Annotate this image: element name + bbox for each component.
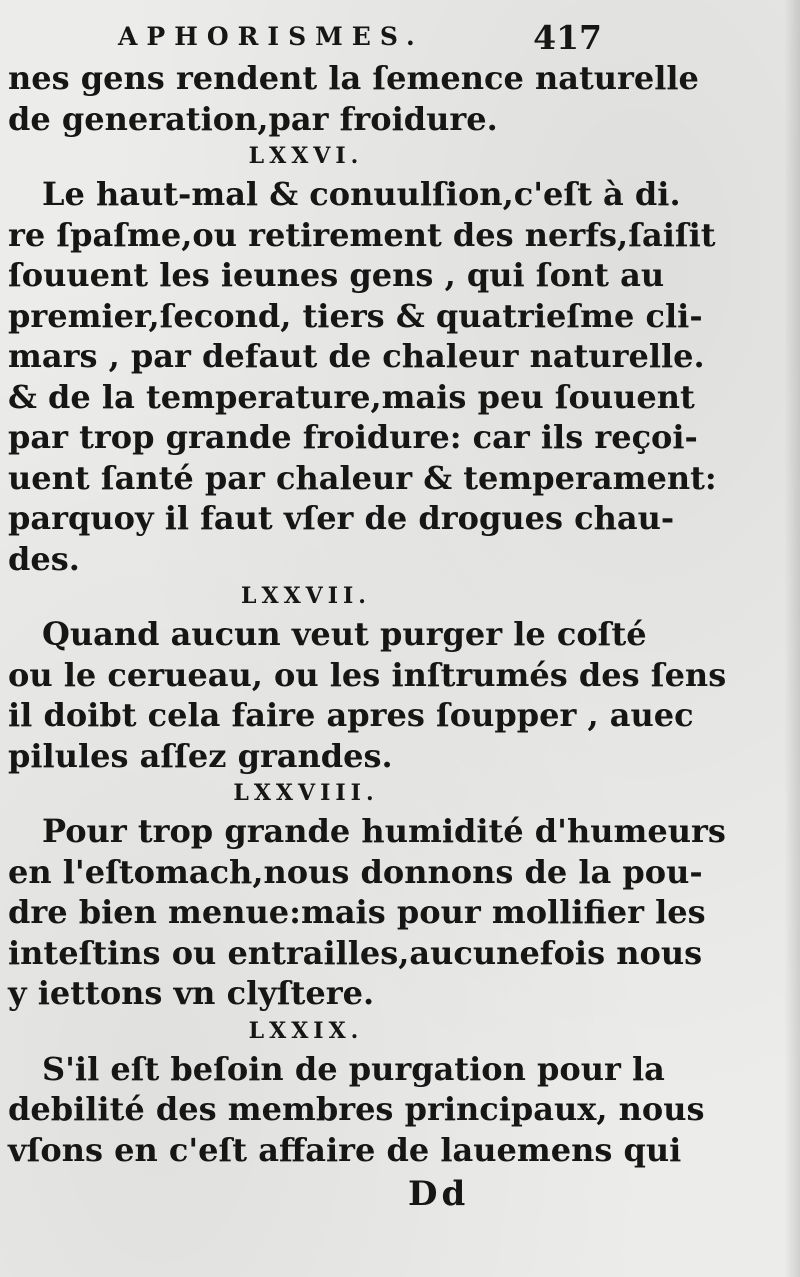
text-line: & de la temperature,mais peu ſouuent: [8, 377, 695, 416]
text-line: ſouuent les ieunes gens , qui ſont au: [8, 256, 665, 294]
text-line: uent ſanté par chaleur & temperament:: [8, 458, 717, 497]
text-line: parquoy il faut vſer de drogues chau-: [8, 499, 675, 537]
text-line: de generation,par froidure.: [8, 99, 498, 138]
aphorism-number: LXXVI.: [248, 143, 364, 169]
text-line: nes gens rendent la ſemence naturelle: [8, 59, 699, 97]
text-line: par trop grande froidure: car ils reçoi-: [8, 418, 698, 456]
text-line: y iettons vn clyſtere.: [8, 974, 375, 1012]
text-line: il doibt cela faire apres ſoupper , auec: [8, 696, 694, 734]
running-head: [0, 16, 800, 56]
signature-mark: Dd: [408, 1174, 470, 1214]
text-line: Pour trop grande humidité d'humeurs: [42, 812, 726, 850]
page-number: 417: [533, 18, 602, 57]
body-text: [8, 58, 727, 1170]
aphorism-number: LXXVIII.: [233, 780, 379, 806]
running-title: APHORISMES.: [118, 22, 424, 51]
text-line: re ſpaſme,ou retirement des nerfs,ſaiſit: [8, 215, 716, 254]
text-line: Le haut-mal & conuulſion,c'eſt à di.: [42, 175, 681, 213]
text-line: inteſtins ou entrailles,aucunefois nous: [8, 933, 703, 972]
text-line: vſons en c'eſt affaire de lauemens qui: [8, 1130, 682, 1169]
text-line: mars , par defaut de chaleur naturelle.: [8, 337, 705, 375]
aphorism-number: LXXVII.: [241, 583, 371, 609]
text-line: Quand aucun veut purger le coſté: [42, 615, 647, 653]
text-line: des.: [8, 539, 80, 578]
text-line: premier,ſecond, tiers & quatrieſme cli-: [8, 296, 703, 335]
page-edge-shadow: [784, 0, 800, 1277]
text-line: dre bien menue:mais pour mollifier les: [8, 893, 706, 931]
text-line: pilules aſſez grandes.: [8, 736, 393, 775]
text-line: S'il eſt beſoin de purgation pour la: [42, 1049, 665, 1088]
text-line: ou le cerueau, ou les inſtrumés des ſens: [8, 655, 727, 694]
text-line: debilité des membres principaux, nous: [8, 1090, 705, 1128]
aphorism-number: LXXIX.: [248, 1017, 364, 1044]
text-line: en l'eſtomach,nous donnons de la pou-: [8, 852, 703, 891]
